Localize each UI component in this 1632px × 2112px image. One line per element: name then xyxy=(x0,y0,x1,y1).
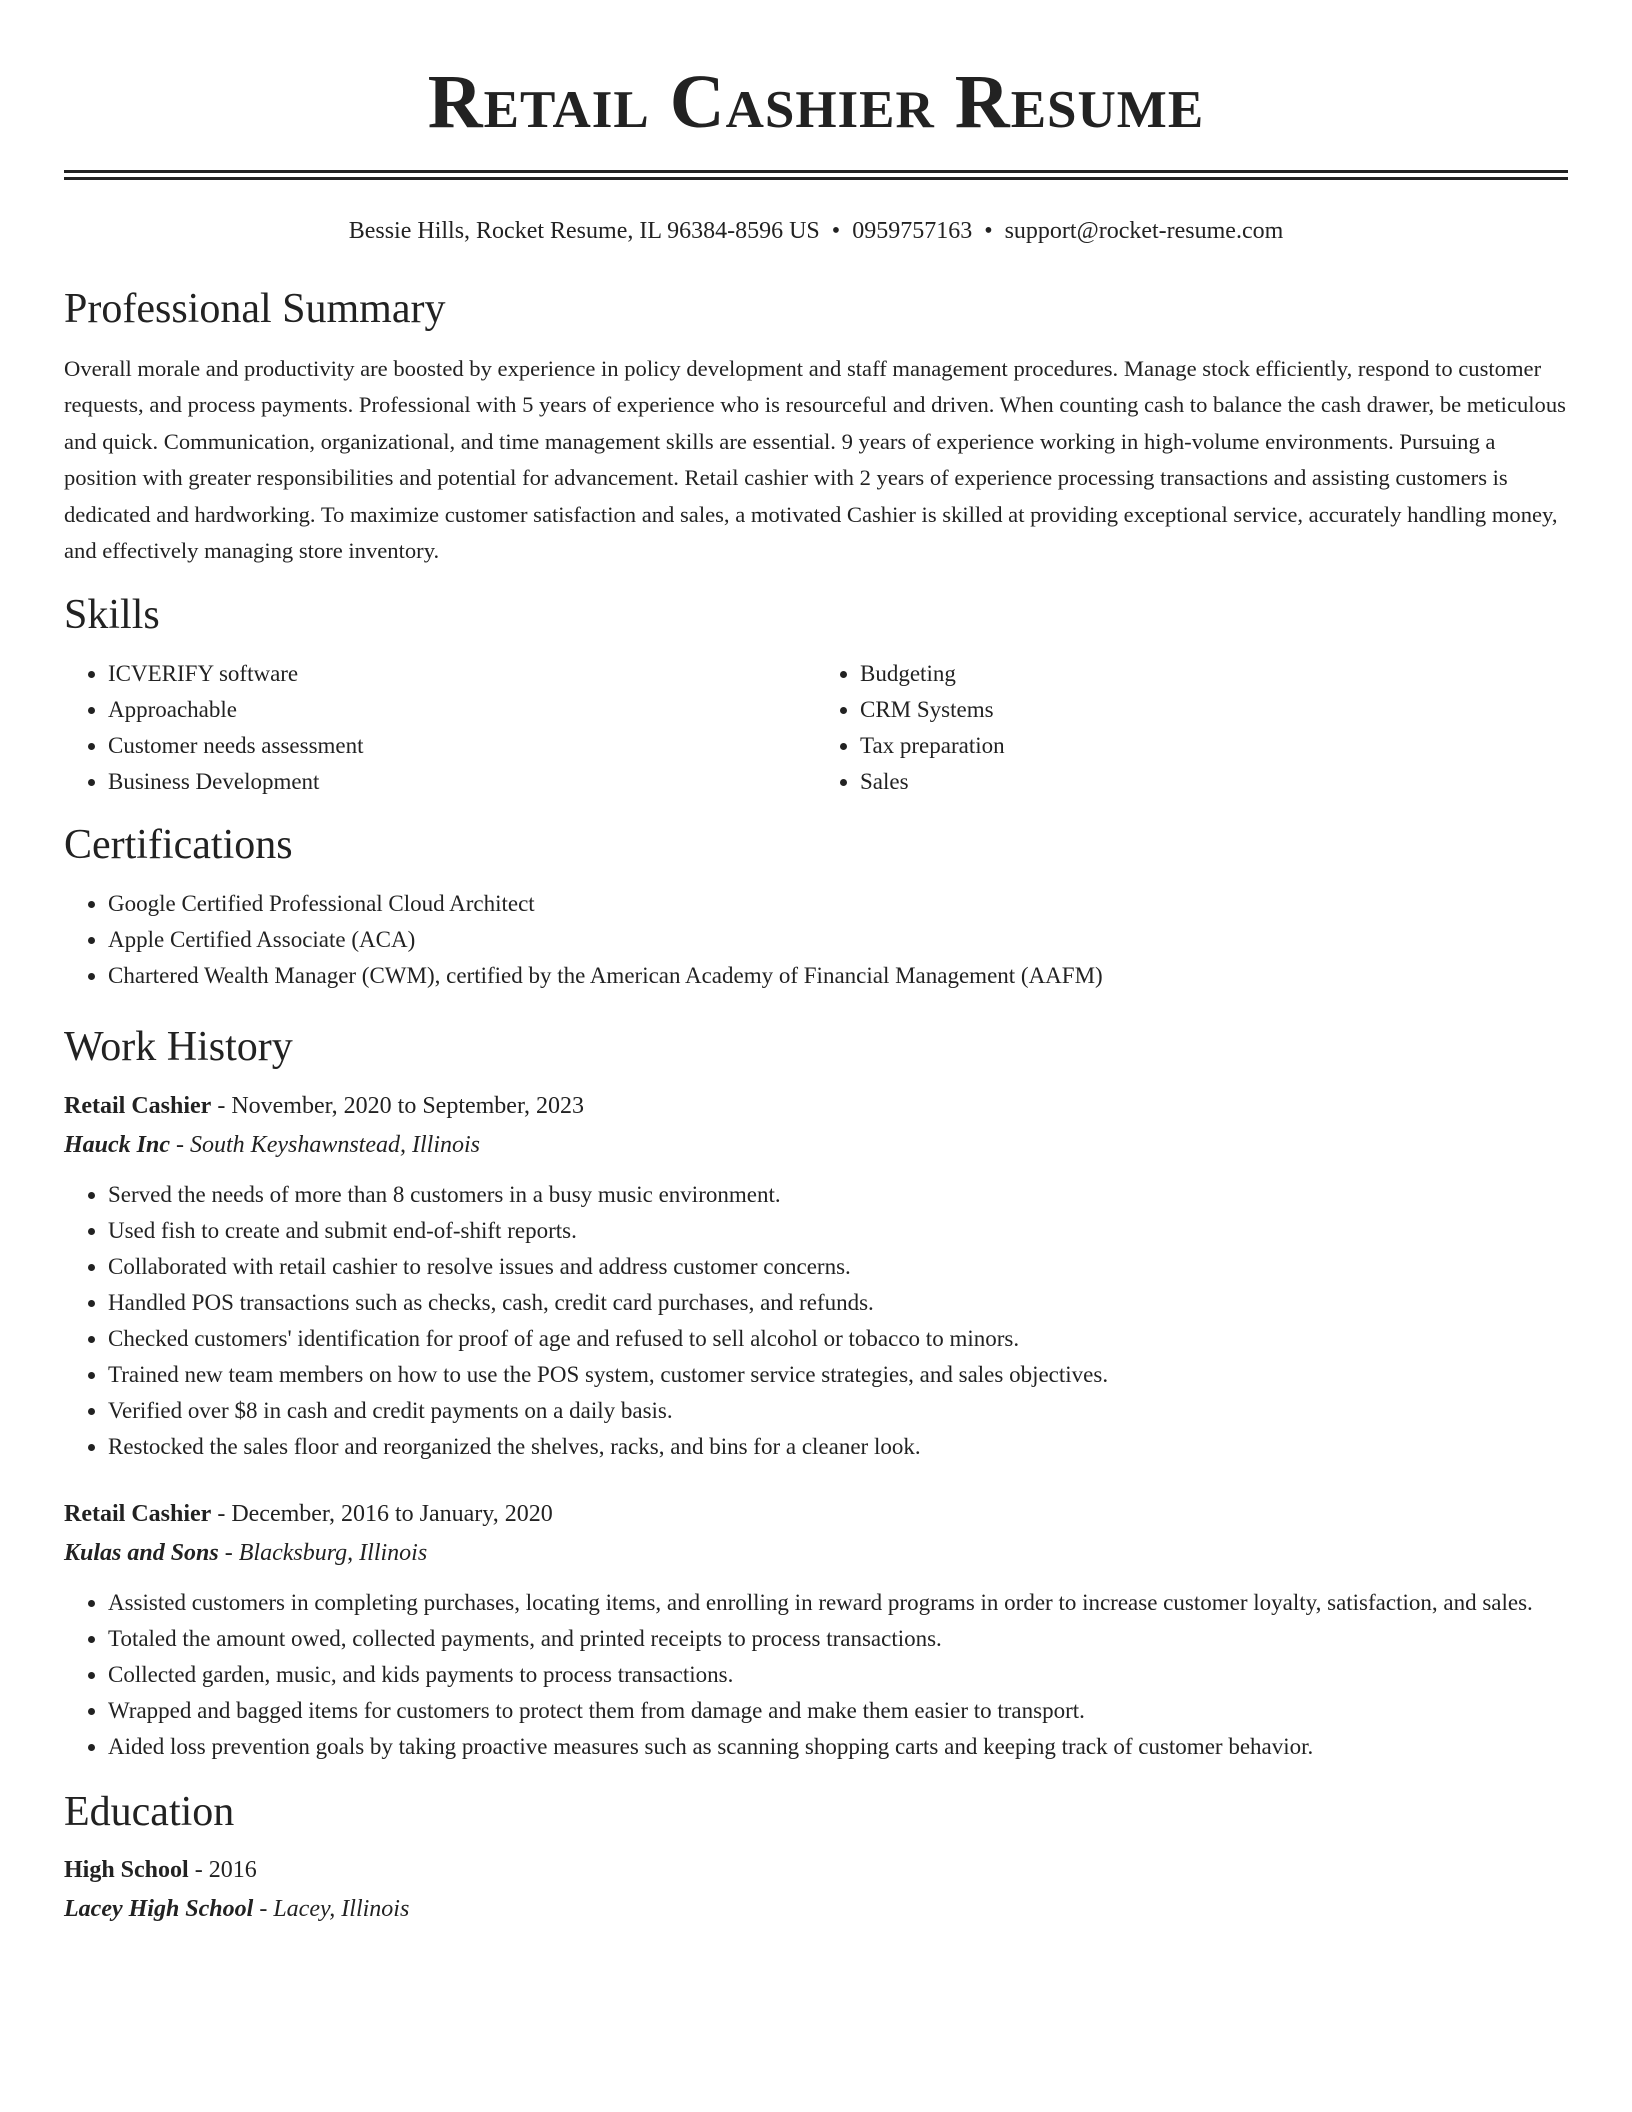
education-header: High School - 2016 xyxy=(64,1856,257,1883)
job-bullet: • Served the needs of more than 8 customers in a busy music environment. xyxy=(108,1177,1568,1213)
education-school: Lacey High School xyxy=(64,1895,254,1922)
contact-address: Bessie Hills, Rocket Resume, IL 96384-8596 US xyxy=(348,218,820,244)
job-bullet: • Assisted customers in completing purchases, locating items, and enrolling in reward programs in order to increase customer loyalty, satisfaction, and sales. xyxy=(108,1585,1568,1621)
job-bullet: • Totaled the amount owed, collected payments, and printed receipts to process transactions. xyxy=(108,1621,1568,1657)
job-bullets xyxy=(64,1177,1568,1465)
skill-item: • CRM Systems xyxy=(860,692,1568,728)
skills-heading: Skills xyxy=(64,591,160,638)
summary-text: Overall morale and productivity are boosted by experience in policy development and staff management procedures. Manage stock efficiently, respond to customer requests, and process payments. Professional with 5 years of experience who is resourceful and driven. When counting cash to balance the cash drawer, be meticulous and quick. Communication, organizational, and time management skills are essential. 9 years of experience working in high-volume environments. Pursuing a position with greater responsibilities and potential for advancement. Retail cashier with 2 years of experience processing transactions and assisting customers is dedicated and hardworking. To maximize customer satisfaction and sales, a motivated Cashier is skilled at providing exceptional service, accurately handling money, and effectively managing store inventory. xyxy=(64,355,1566,564)
job-bullet: • Verified over $8 in cash and credit payments on a daily basis. xyxy=(108,1393,1568,1429)
education-heading: Education xyxy=(64,1788,235,1835)
skill-item: • Customer needs assessment xyxy=(108,728,816,764)
contact-separator: • xyxy=(984,218,993,244)
certification-item: • Chartered Wealth Manager (CWM), certified by the American Academy of Financial Management (AAFM) xyxy=(108,958,1568,994)
job-bullet: • Restocked the sales floor and reorganized the shelves, racks, and bins for a cleaner look. xyxy=(108,1429,1568,1465)
job-entry xyxy=(64,1495,1568,1765)
skill-item: • Tax preparation xyxy=(860,728,1568,764)
job-bullet: • Checked customers' identification for proof of age and refused to sell alcohol or tobacco to minors. xyxy=(108,1321,1568,1357)
job-bullets xyxy=(64,1585,1568,1765)
education-entry xyxy=(64,1851,1568,1929)
certification-item: • Google Certified Professional Cloud Architect xyxy=(108,886,1568,922)
work-history-heading: Work History xyxy=(64,1024,293,1071)
job-dates: December, 2016 to January, 2020 xyxy=(231,1500,553,1527)
education-location: Lacey, Illinois xyxy=(273,1895,410,1922)
education-degree: High School xyxy=(64,1856,189,1883)
job-bullet: • Aided loss prevention goals by taking proactive measures such as scanning shopping carts and keeping track of customer behavior. xyxy=(108,1729,1568,1765)
job-bullet: • Trained new team members on how to use the POS system, customer service strategies, and sales objectives. xyxy=(108,1357,1568,1393)
skills-list xyxy=(64,656,1568,800)
job-employer: Hauck Inc - South Keyshawnstead, Illinois xyxy=(64,1131,481,1158)
job-company: Kulas and Sons xyxy=(64,1539,219,1566)
contact-separator: • xyxy=(831,218,841,244)
skill-item: • Business Development xyxy=(108,764,816,800)
job-title: Retail Cashier xyxy=(64,1092,212,1119)
job-bullet: • Handled POS transactions such as checks, cash, credit card purchases, and refunds. xyxy=(108,1285,1568,1321)
job-bullet: • Used fish to create and submit end-of-shift reports. xyxy=(108,1213,1568,1249)
job-location: Blacksburg, Illinois xyxy=(238,1539,428,1566)
certifications-list xyxy=(64,886,1568,994)
job-location: South Keyshawnstead, Illinois xyxy=(190,1131,481,1158)
skill-item: • Approachable xyxy=(108,692,816,728)
skills-column-left xyxy=(64,656,816,800)
job-dates: November, 2020 to September, 2023 xyxy=(231,1092,584,1119)
job-header: Retail Cashier - November, 2020 to September, 2023 xyxy=(64,1092,584,1119)
skill-item: • Budgeting xyxy=(860,656,1568,692)
contact-email: support@rocket-resume.com xyxy=(1004,218,1284,244)
job-bullet: • Wrapped and bagged items for customers to protect them from damage and make them easier to transport. xyxy=(108,1693,1568,1729)
certifications-heading: Certifications xyxy=(64,822,293,869)
education-year: 2016 xyxy=(208,1856,257,1883)
job-entry xyxy=(64,1087,1568,1465)
skill-item: • Sales xyxy=(860,764,1568,800)
skills-column-right xyxy=(816,656,1568,800)
title-divider xyxy=(64,170,1568,180)
summary-heading: Professional Summary xyxy=(64,285,446,332)
job-header: Retail Cashier - December, 2016 to January, 2020 xyxy=(64,1500,553,1527)
contact-phone: 0959757163 xyxy=(852,218,973,244)
job-employer: Kulas and Sons - Blacksburg, Illinois xyxy=(64,1539,428,1566)
certification-item: • Apple Certified Associate (ACA) xyxy=(108,922,1568,958)
resume-title: Retail Cashier Resume xyxy=(427,60,1205,144)
job-bullet: • Collected garden, music, and kids payments to process transactions. xyxy=(108,1657,1568,1693)
skill-item: • ICVERIFY software xyxy=(108,656,816,692)
job-company: Hauck Inc xyxy=(64,1131,171,1158)
contact-line xyxy=(64,217,1568,246)
job-bullet: • Collaborated with retail cashier to resolve issues and address customer concerns. xyxy=(108,1249,1568,1285)
job-title: Retail Cashier xyxy=(64,1500,212,1527)
education-school-line: Lacey High School - Lacey, Illinois xyxy=(64,1895,410,1922)
